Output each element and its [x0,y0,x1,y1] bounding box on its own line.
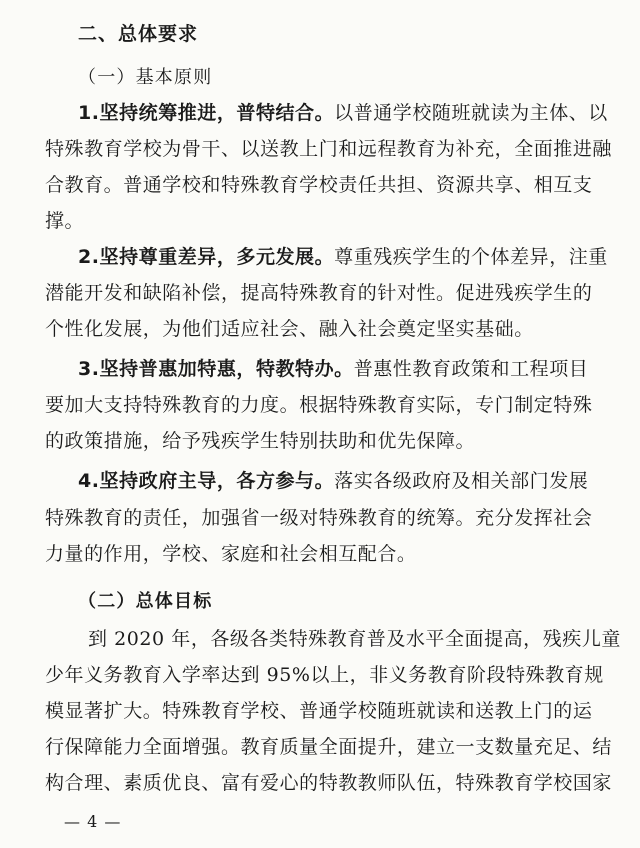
paragraph-4-text: 落实各级政府及相关部门发展 [334,470,589,492]
paragraph-3-line-1 [78,357,588,381]
paragraph-3-line-2: 要加大支持特殊教育的力度。根据特殊教育实际，专门制定特殊 [45,394,593,416]
paragraph-1-line-1 [78,101,608,125]
paragraph-5-line-2: 少年义务教育入学率达到 95%以上，非义务教育阶段特殊教育规 [45,664,604,686]
section-title: 二、总体要求 [78,23,199,45]
paragraph-5-line-4: 行保障能力全面增强。教育质量全面提升，建立一支数量充足、结 [45,736,612,758]
subsection-heading-principles: （一）基本原则 [78,67,213,88]
paragraph-1-line-2: 特殊教育学校为骨干、以送教上门和远程教育为补充，全面推进融 [45,138,612,160]
paragraph-2-line-1 [78,245,608,269]
paragraph-5-line-5: 构合理、素质优良、富有爱心的特教教师队伍，特殊教育学校国家 [45,772,612,794]
paragraph-1-text: 以普通学校随班就读为主体、以 [334,102,608,124]
paragraph-4-line-2: 特殊教育的责任，加强省一级对特殊教育的统筹。充分发挥社会 [45,507,593,529]
paragraph-2-text: 尊重残疾学生的个体差异，注重 [334,246,608,268]
paragraph-5-line-1: 到 2020 年，各级各类特殊教育普及水平全面提高，残疾儿童 [88,628,621,650]
paragraph-2-line-3: 个性化发展，为他们适应社会、融入社会奠定坚实基础。 [45,318,534,340]
paragraph-1-line-3: 合教育。普通学校和特殊教育学校责任共担、资源共享、相互支 [45,174,593,196]
paragraph-4-line-3: 力量的作用，学校、家庭和社会相互配合。 [45,543,417,565]
principle-1-title: 1.坚持统筹推进，普特结合。 [78,102,335,124]
paragraph-4-line-1 [78,469,588,493]
principle-2-title: 2.坚持尊重差异，多元发展。 [78,246,335,268]
principle-3-title: 3.坚持普惠加特惠，特教特办。 [78,358,354,380]
paragraph-5-line-3: 模显著扩大。特殊教育学校、普通学校随班就读和送教上门的运 [45,700,593,722]
paragraph-3-text: 普惠性教育政策和工程项目 [353,358,589,380]
subsection-heading-goals: （二）总体目标 [78,591,213,612]
paragraph-2-line-2: 潜能开发和缺陷补偿，提高特殊教育的针对性。促进残疾学生的 [45,282,593,304]
principle-4-title: 4.坚持政府主导，各方参与。 [78,470,335,492]
paragraph-1-line-4: 撑。 [45,210,85,232]
paragraph-3-line-3: 的政策措施，给予残疾学生特别扶助和优先保障。 [45,430,476,452]
page-number: — 4 — [64,812,122,831]
